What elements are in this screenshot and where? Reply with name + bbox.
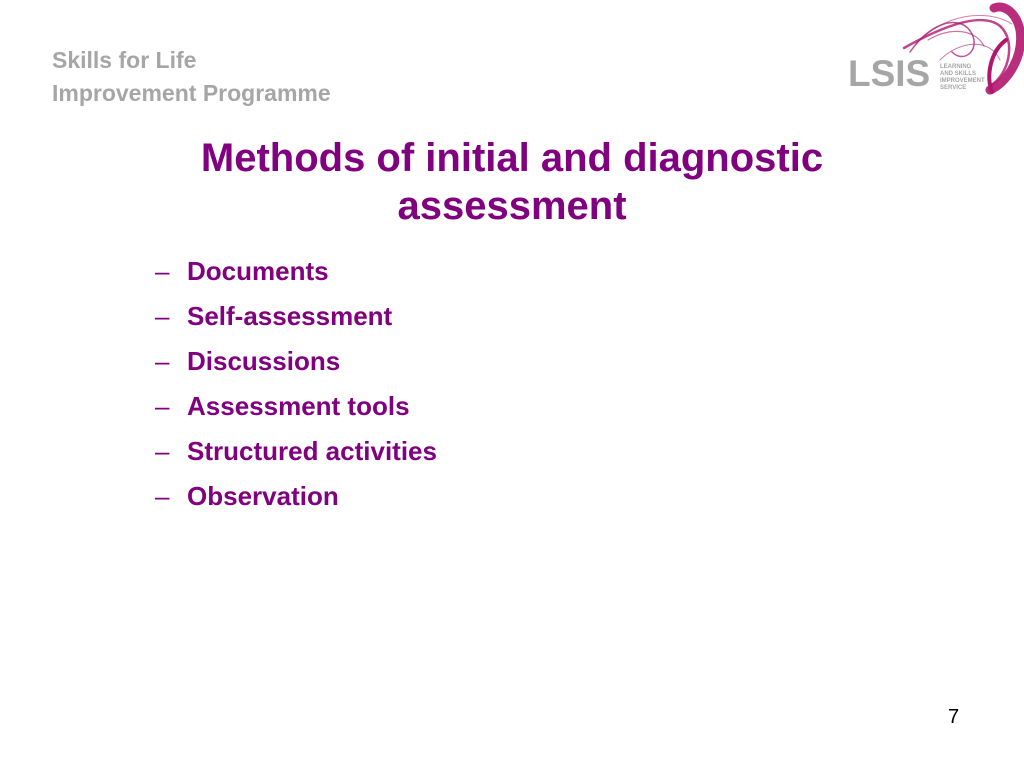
slide-title <box>100 134 924 230</box>
logo-tagline-line-2: AND SKILLS <box>940 71 976 77</box>
bullet-dash: – <box>155 301 170 331</box>
bullet-text: Discussions <box>187 346 341 376</box>
slide-title-line-1: Methods of initial and diagnostic <box>200 136 824 180</box>
bullet-text: Documents <box>187 256 329 286</box>
bullet-text: Structured activities <box>187 436 437 466</box>
programme-title-line-1: Skills for Life <box>52 47 197 73</box>
bullet-dash: – <box>155 391 170 421</box>
bullet-item <box>155 391 437 436</box>
bullet-text: Self-assessment <box>187 301 393 331</box>
bullet-item <box>155 436 437 481</box>
bullet-dash: – <box>155 256 170 286</box>
slide-title-line-2: assessment <box>397 184 627 228</box>
bullet-item <box>155 481 437 526</box>
bullet-text: Assessment tools <box>187 391 410 421</box>
logo-tagline-line-4: SERVICE <box>940 85 967 91</box>
bullet-text: Observation <box>187 481 339 511</box>
programme-title-line-2: Improvement Programme <box>52 80 331 106</box>
bullet-dash: – <box>155 346 170 376</box>
bullet-item <box>155 256 437 301</box>
bullet-dash: – <box>155 436 170 466</box>
bullet-dash: – <box>155 481 170 511</box>
bullet-item <box>155 346 437 391</box>
logo-tagline <box>940 64 985 91</box>
lsis-logo-graphic <box>840 0 1024 100</box>
logo-tagline-line-1: LEARNING <box>940 64 972 70</box>
lsis-logo <box>840 0 1024 100</box>
bullet-list <box>155 256 437 526</box>
logo-tagline-line-3: IMPROVEMENT <box>940 78 985 84</box>
page-number: 7 <box>948 706 960 728</box>
logo-wordmark: LSIS <box>848 53 931 94</box>
bullet-item <box>155 301 437 346</box>
programme-title <box>52 44 331 110</box>
